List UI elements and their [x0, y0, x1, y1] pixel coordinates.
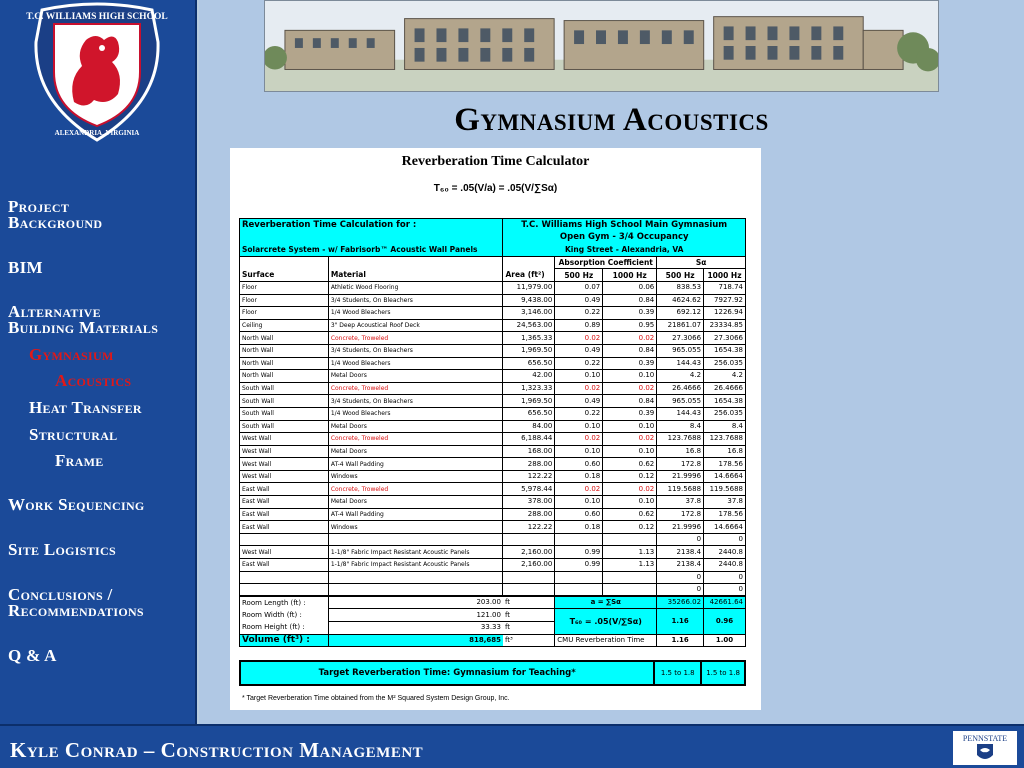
cell-material: Metal Doors: [328, 496, 503, 509]
cell-area: 656.50: [503, 357, 555, 370]
cell-sa-1000: 718.74: [704, 281, 746, 294]
cell-alpha-1000: 0.10: [603, 445, 657, 458]
cell-material: 1-1/8" Fabric Impact Resistant Acoustic Panels: [328, 546, 503, 559]
cell-sa-500: 144.43: [657, 357, 704, 370]
cell-alpha-1000: 0.62: [603, 458, 657, 471]
cell-area: 1,969.50: [503, 395, 555, 408]
cell-alpha-500: [555, 584, 603, 597]
col-material-header: Material: [328, 269, 503, 282]
cell-alpha-1000: 0.02: [603, 382, 657, 395]
cell-material: Concrete, Troweled: [328, 483, 503, 496]
cell-sa-500: 838.53: [657, 281, 704, 294]
cell-surface: East Wall: [240, 508, 329, 521]
presenter-name: Kyle Conrad – Construction Management: [10, 738, 424, 762]
cell-surface: [240, 584, 329, 597]
cell-area: 1,969.50: [503, 344, 555, 357]
cell-sa-500: 144.43: [657, 407, 704, 420]
cell-area: [503, 533, 555, 546]
nav-heat-transfer[interactable]: Heat Transfer: [29, 398, 142, 417]
cell-sa-1000: 119.5688: [704, 483, 746, 496]
target-footnote: * Target Reverberation Time obtained from the M² Squared System Design Group, Inc.: [242, 695, 510, 702]
cell-sa-500: 123.7688: [657, 433, 704, 446]
cell-sa-1000: 0: [704, 533, 746, 546]
cell-area: 1,365.33: [503, 332, 555, 345]
system-name: Solarcrete System - w/ Fabrisorb™ Acoustic Wall Panels: [240, 244, 503, 257]
cell-alpha-500: 0.60: [555, 458, 603, 471]
reverberation-table: [239, 218, 746, 647]
penn-state-logo: [953, 731, 1017, 765]
cell-area: 656.50: [503, 407, 555, 420]
cell-sa-500: 0: [657, 533, 704, 546]
cell-sa-500: 21.9996: [657, 470, 704, 483]
target-1000: 1.5 to 1.8: [701, 661, 745, 685]
table-row: [240, 344, 746, 357]
cell-area: [503, 584, 555, 597]
psu-logo-text: PENNSTATE: [962, 734, 1008, 743]
cell-surface: East Wall: [240, 521, 329, 534]
cell-surface: East Wall: [240, 483, 329, 496]
absorption-coefficient-header: Absorption Coefficient: [555, 256, 657, 269]
table-row: [240, 496, 746, 509]
cell-area: 9,438.00: [503, 294, 555, 307]
cell-area: 2,160.00: [503, 559, 555, 572]
table-row: [240, 294, 746, 307]
cell-alpha-500: 0.02: [555, 483, 603, 496]
cell-alpha-1000: 0.12: [603, 470, 657, 483]
cell-surface: West Wall: [240, 470, 329, 483]
a-sum-label: a = ∑Sα: [555, 596, 657, 609]
t60-500: 1.16: [657, 609, 704, 634]
target-reverberation-table: [239, 660, 746, 686]
cmu-500: 1.16: [657, 634, 704, 647]
cell-sa-1000: 14.6664: [704, 470, 746, 483]
room-length-value: 203.00: [328, 596, 503, 609]
a-sum-500: 35266.02: [657, 596, 704, 609]
cell-surface: East Wall: [240, 496, 329, 509]
cell-alpha-500: 0.99: [555, 559, 603, 572]
cell-sa-1000: 2440.8: [704, 546, 746, 559]
cell-alpha-500: 0.22: [555, 307, 603, 320]
nav-gymnasium-acoustics[interactable]: Gymnasium Acoustics: [29, 345, 132, 390]
cell-surface: Floor: [240, 307, 329, 320]
cell-material: AT-4 Wall Padding: [328, 458, 503, 471]
table-row: [240, 395, 746, 408]
table-row: [240, 546, 746, 559]
cell-sa-500: 21.9996: [657, 521, 704, 534]
room-height-unit: ft: [503, 622, 555, 635]
cell-area: 288.00: [503, 508, 555, 521]
col-sa-1000hz-header: 1000 Hz: [704, 269, 746, 282]
cell-surface: North Wall: [240, 332, 329, 345]
cell-surface: West Wall: [240, 433, 329, 446]
col-area-header: Area (ft²): [503, 269, 555, 282]
cell-material: Windows: [328, 521, 503, 534]
cell-sa-500: 965.055: [657, 344, 704, 357]
cell-sa-1000: 1654.38: [704, 395, 746, 408]
cell-alpha-500: 0.22: [555, 357, 603, 370]
cell-sa-1000: 0: [704, 571, 746, 584]
nav-conclusions-recommendations[interactable]: Conclusions / Recommendations: [8, 585, 144, 620]
cell-material: Windows: [328, 470, 503, 483]
cell-alpha-1000: 0.84: [603, 294, 657, 307]
room-height-label: Room Height (ft) :: [240, 622, 329, 635]
a-sum-1000: 42661.64: [704, 596, 746, 609]
cell-area: 168.00: [503, 445, 555, 458]
cell-area: 5,978.44: [503, 483, 555, 496]
cell-area: 122.22: [503, 470, 555, 483]
cell-material: 1/4 Wood Bleachers: [328, 407, 503, 420]
table-row: [240, 483, 746, 496]
cell-alpha-1000: 0.39: [603, 357, 657, 370]
cell-sa-500: 4.2: [657, 370, 704, 383]
cell-sa-500: 692.12: [657, 307, 704, 320]
cell-alpha-500: 0.10: [555, 370, 603, 383]
cell-sa-500: 21861.07: [657, 319, 704, 332]
cell-material: Concrete, Troweled: [328, 332, 503, 345]
logo-top-text: T.C. WILLIAMS HIGH SCHOOL: [26, 12, 168, 22]
cell-alpha-500: 0.10: [555, 420, 603, 433]
table-row: [240, 420, 746, 433]
cell-surface: West Wall: [240, 445, 329, 458]
cell-alpha-1000: 0.62: [603, 508, 657, 521]
cell-area: 6,188.44: [503, 433, 555, 446]
cell-surface: North Wall: [240, 370, 329, 383]
cell-alpha-1000: 0.02: [603, 332, 657, 345]
col-sa-500hz-header: 500 Hz: [657, 269, 704, 282]
target-label: Target Reverberation Time: Gymnasium for Teaching*: [240, 661, 654, 685]
table-row: [240, 584, 746, 597]
cell-alpha-500: 0.02: [555, 433, 603, 446]
sa-header: Sα: [657, 256, 746, 269]
cell-sa-1000: 14.6664: [704, 521, 746, 534]
target-500: 1.5 to 1.8: [654, 661, 701, 685]
table-row: [240, 319, 746, 332]
cell-sa-500: 119.5688: [657, 483, 704, 496]
cell-area: [503, 571, 555, 584]
cell-surface: East Wall: [240, 559, 329, 572]
table-row: [240, 521, 746, 534]
cell-material: Metal Doors: [328, 445, 503, 458]
room-width-label: Room Width (ft) :: [240, 609, 329, 622]
cell-alpha-500: [555, 571, 603, 584]
room-width-unit: ft: [503, 609, 555, 622]
cell-sa-500: 0: [657, 571, 704, 584]
cell-alpha-1000: 0.95: [603, 319, 657, 332]
cell-sa-500: 16.8: [657, 445, 704, 458]
calculator-title: Reverberation Time Calculator: [401, 154, 590, 169]
cell-area: 11,979.00: [503, 281, 555, 294]
cell-alpha-500: 0.49: [555, 294, 603, 307]
col-surface-header: Surface: [240, 269, 329, 282]
nav-work-sequencing[interactable]: Work Sequencing: [8, 495, 145, 514]
cell-alpha-1000: 0.84: [603, 344, 657, 357]
cell-alpha-1000: 0.39: [603, 407, 657, 420]
nav-structural-frame[interactable]: Structural Frame: [29, 425, 118, 470]
cell-surface: West Wall: [240, 546, 329, 559]
table-row: [240, 508, 746, 521]
cell-sa-1000: 256.035: [704, 407, 746, 420]
cell-material: Concrete, Troweled: [328, 433, 503, 446]
table-row: [240, 357, 746, 370]
cell-alpha-500: 0.49: [555, 344, 603, 357]
cell-material: 3" Deep Acoustical Roof Deck: [328, 319, 503, 332]
cell-alpha-500: 0.18: [555, 470, 603, 483]
cell-alpha-1000: 0.02: [603, 433, 657, 446]
cell-alpha-1000: 0.06: [603, 281, 657, 294]
cell-sa-500: 37.8: [657, 496, 704, 509]
table-row: [240, 445, 746, 458]
cell-area: 42.00: [503, 370, 555, 383]
table-row: [240, 559, 746, 572]
cell-material: [328, 584, 503, 597]
cell-alpha-500: 0.60: [555, 508, 603, 521]
nav-site-logistics[interactable]: Site Logistics: [8, 540, 116, 559]
cell-material: [328, 571, 503, 584]
project-name-line1: T.C. Williams High School Main Gymnasium: [503, 219, 746, 232]
cell-surface: North Wall: [240, 344, 329, 357]
t60-formula: T₆₀ = .05(V/a) = .05(V/∑Sα): [433, 183, 558, 194]
calc-for-label: Reverberation Time Calculation for :: [240, 219, 503, 232]
cell-sa-500: 172.8: [657, 458, 704, 471]
cell-sa-500: 2138.4: [657, 546, 704, 559]
reverberation-calculator-sheet: [230, 148, 761, 710]
table-row: [240, 370, 746, 383]
cell-area: 3,146.00: [503, 307, 555, 320]
cell-sa-1000: 1226.94: [704, 307, 746, 320]
logo-bottom-text: ALEXANDRIA, VIRGINIA: [54, 129, 140, 137]
main-content: [199, 0, 1024, 724]
cell-sa-1000: 2440.8: [704, 559, 746, 572]
cell-area: 288.00: [503, 458, 555, 471]
cell-sa-500: 2138.4: [657, 559, 704, 572]
cell-alpha-1000: 0.84: [603, 395, 657, 408]
cell-sa-1000: 256.035: [704, 357, 746, 370]
project-location: King Street - Alexandria, VA: [503, 244, 746, 257]
table-row: [240, 433, 746, 446]
volume-value: 818,685: [328, 634, 503, 647]
cell-material: Metal Doors: [328, 370, 503, 383]
volume-unit: ft³: [503, 634, 555, 647]
cell-material: [328, 533, 503, 546]
cell-material: 1/4 Wood Bleachers: [328, 307, 503, 320]
cell-sa-500: 0: [657, 584, 704, 597]
cell-sa-1000: 23334.85: [704, 319, 746, 332]
cell-alpha-1000: [603, 533, 657, 546]
cell-alpha-1000: 0.10: [603, 370, 657, 383]
cmu-1000: 1.00: [704, 634, 746, 647]
cell-alpha-500: 0.10: [555, 496, 603, 509]
sidebar: [0, 0, 197, 724]
cell-surface: Floor: [240, 294, 329, 307]
cell-surface: [240, 571, 329, 584]
cell-sa-1000: 7927.92: [704, 294, 746, 307]
cell-area: 378.00: [503, 496, 555, 509]
cell-surface: South Wall: [240, 382, 329, 395]
room-width-value: 121.00: [328, 609, 503, 622]
room-height-value: 33.33: [328, 622, 503, 635]
cell-alpha-500: [555, 533, 603, 546]
cell-sa-500: 8.4: [657, 420, 704, 433]
cell-material: 1-1/8" Fabric Impact Resistant Acoustic Panels: [328, 559, 503, 572]
cell-alpha-500: 0.49: [555, 395, 603, 408]
cell-surface: Floor: [240, 281, 329, 294]
table-row: [240, 332, 746, 345]
cell-alpha-1000: 1.13: [603, 559, 657, 572]
cell-sa-500: 965.055: [657, 395, 704, 408]
school-crest-logo: [24, 2, 170, 144]
nav-bim[interactable]: BIM: [8, 258, 43, 277]
nav-q-and-a[interactable]: Q & A: [8, 646, 57, 665]
school-building-rendering: [264, 0, 939, 92]
cell-alpha-500: 0.02: [555, 332, 603, 345]
t60-1000: 0.96: [704, 609, 746, 634]
cell-alpha-1000: 0.10: [603, 496, 657, 509]
cell-surface: South Wall: [240, 395, 329, 408]
cell-surface: Ceiling: [240, 319, 329, 332]
cell-sa-1000: 178.56: [704, 508, 746, 521]
cell-alpha-500: 0.10: [555, 445, 603, 458]
footer-bar: [0, 724, 1024, 768]
table-row: [240, 533, 746, 546]
table-row: [240, 382, 746, 395]
cell-surface: South Wall: [240, 420, 329, 433]
table-row: [240, 407, 746, 420]
cell-alpha-500: 0.99: [555, 546, 603, 559]
cell-alpha-1000: [603, 571, 657, 584]
cell-sa-1000: 123.7688: [704, 433, 746, 446]
cell-sa-500: 27.3066: [657, 332, 704, 345]
nav-project-background[interactable]: Project Background: [8, 197, 103, 232]
col-1000hz-header: 1000 Hz: [603, 269, 657, 282]
cell-area: 2,160.00: [503, 546, 555, 559]
cell-surface: South Wall: [240, 407, 329, 420]
cell-alpha-1000: [603, 584, 657, 597]
cell-material: Metal Doors: [328, 420, 503, 433]
table-row: [240, 470, 746, 483]
volume-label: Volume (ft³) :: [240, 634, 329, 647]
cell-sa-1000: 37.8: [704, 496, 746, 509]
cell-sa-1000: 16.8: [704, 445, 746, 458]
cell-alpha-1000: 0.02: [603, 483, 657, 496]
table-row: [240, 458, 746, 471]
room-length-unit: ft: [503, 596, 555, 609]
cell-material: 3/4 Students, On Bleachers: [328, 344, 503, 357]
cell-area: 84.00: [503, 420, 555, 433]
cell-sa-500: 4624.62: [657, 294, 704, 307]
cell-alpha-500: 0.89: [555, 319, 603, 332]
cell-sa-500: 26.4666: [657, 382, 704, 395]
t60-label: T₆₀ = .05(V/∑Sα): [555, 609, 657, 634]
project-name-line2: Open Gym - 3/4 Occupancy: [503, 231, 746, 244]
cell-surface: North Wall: [240, 357, 329, 370]
cell-sa-1000: 27.3066: [704, 332, 746, 345]
cell-area: 1,323.33: [503, 382, 555, 395]
cell-material: 1/4 Wood Bleachers: [328, 357, 503, 370]
cell-material: 3/4 Students, On Bleachers: [328, 294, 503, 307]
cell-surface: [240, 533, 329, 546]
cell-sa-1000: 1654.38: [704, 344, 746, 357]
cell-material: 3/4 Students, On Bleachers: [328, 395, 503, 408]
col-500hz-header: 500 Hz: [555, 269, 603, 282]
cell-alpha-500: 0.18: [555, 521, 603, 534]
cell-area: 122.22: [503, 521, 555, 534]
cell-sa-1000: 8.4: [704, 420, 746, 433]
cell-alpha-500: 0.07: [555, 281, 603, 294]
cell-alpha-500: 0.02: [555, 382, 603, 395]
cell-alpha-1000: 0.10: [603, 420, 657, 433]
cell-surface: West Wall: [240, 458, 329, 471]
cell-material: Concrete, Troweled: [328, 382, 503, 395]
cell-sa-500: 172.8: [657, 508, 704, 521]
cell-alpha-500: 0.22: [555, 407, 603, 420]
cell-material: AT-4 Wall Padding: [328, 508, 503, 521]
cell-material: Athletic Wood Flooring: [328, 281, 503, 294]
cell-sa-1000: 0: [704, 584, 746, 597]
table-row: [240, 281, 746, 294]
slide-title: Gymnasium Acoustics: [454, 102, 769, 138]
table-row: [240, 307, 746, 320]
table-row: [240, 571, 746, 584]
cell-alpha-1000: 1.13: [603, 546, 657, 559]
cell-alpha-1000: 0.12: [603, 521, 657, 534]
cmu-label: CMU Reverberation Time: [555, 634, 657, 647]
cell-sa-1000: 26.4666: [704, 382, 746, 395]
cell-alpha-1000: 0.39: [603, 307, 657, 320]
cell-area: 24,563.00: [503, 319, 555, 332]
room-length-label: Room Length (ft) :: [240, 596, 329, 609]
nav-alternative-building-materials[interactable]: Alternative Building Materials: [8, 302, 159, 337]
cell-sa-1000: 4.2: [704, 370, 746, 383]
cell-sa-1000: 178.56: [704, 458, 746, 471]
